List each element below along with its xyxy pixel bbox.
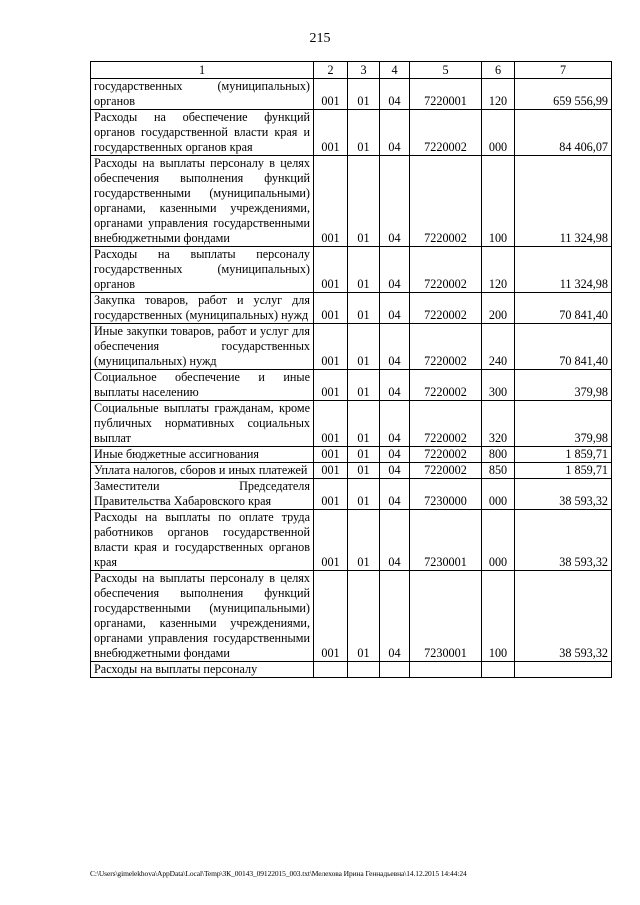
row-name: Расходы на выплаты по оплате труда работников органов государственной власти края и государственных органов края xyxy=(91,510,314,571)
row-expense-type-code xyxy=(482,662,515,678)
row-grbs-code: 001 xyxy=(314,324,348,370)
row-grbs-code: 001 xyxy=(314,479,348,510)
row-expense-type-code: 120 xyxy=(482,79,515,110)
row-subsection-code: 04 xyxy=(380,247,410,293)
row-subsection-code: 04 xyxy=(380,370,410,401)
budget-table xyxy=(90,61,612,678)
row-grbs-code: 001 xyxy=(314,110,348,156)
row-name: Закупка товаров, работ и услуг для государственных (муниципальных) нужд xyxy=(91,293,314,324)
row-subsection-code: 04 xyxy=(380,110,410,156)
row-amount: 1 859,71 xyxy=(515,463,612,479)
row-expense-type-code: 000 xyxy=(482,510,515,571)
row-target-article-code: 7220001 xyxy=(410,79,482,110)
row-name: Социальные выплаты гражданам, кроме публичных нормативных социальных выплат xyxy=(91,401,314,447)
row-target-article-code: 7230001 xyxy=(410,510,482,571)
row-target-article-code: 7220002 xyxy=(410,293,482,324)
column-header: 7 xyxy=(515,62,612,79)
row-grbs-code: 001 xyxy=(314,370,348,401)
row-subsection-code: 04 xyxy=(380,571,410,662)
row-amount: 84 406,07 xyxy=(515,110,612,156)
table-row xyxy=(91,510,612,571)
row-name: Иные бюджетные ассигнования xyxy=(91,447,314,463)
row-subsection-code: 04 xyxy=(380,401,410,447)
row-subsection-code: 04 xyxy=(380,510,410,571)
row-section-code: 01 xyxy=(348,110,380,156)
table-body xyxy=(91,79,612,678)
row-target-article-code: 7220002 xyxy=(410,401,482,447)
row-target-article-code: 7220002 xyxy=(410,370,482,401)
row-target-article-code: 7220002 xyxy=(410,463,482,479)
row-expense-type-code: 200 xyxy=(482,293,515,324)
row-section-code: 01 xyxy=(348,571,380,662)
row-grbs-code xyxy=(314,662,348,678)
row-section-code: 01 xyxy=(348,463,380,479)
row-section-code: 01 xyxy=(348,479,380,510)
row-section-code: 01 xyxy=(348,79,380,110)
table-row xyxy=(91,247,612,293)
table-row xyxy=(91,293,612,324)
table-row xyxy=(91,479,612,510)
row-subsection-code xyxy=(380,662,410,678)
row-expense-type-code: 000 xyxy=(482,110,515,156)
row-target-article-code: 7230001 xyxy=(410,571,482,662)
row-grbs-code: 001 xyxy=(314,510,348,571)
row-amount: 38 593,32 xyxy=(515,479,612,510)
row-name: Расходы на выплаты персоналу xyxy=(91,662,314,678)
row-name: Расходы на выплаты персоналу в целях обеспечения выполнения функций государственными (муниципальными) органами, казенными учреждениями, органами управления государственными внебюджетными фондами xyxy=(91,156,314,247)
row-expense-type-code: 240 xyxy=(482,324,515,370)
row-expense-type-code: 100 xyxy=(482,571,515,662)
row-target-article-code: 7220002 xyxy=(410,447,482,463)
row-subsection-code: 04 xyxy=(380,324,410,370)
row-amount: 659 556,99 xyxy=(515,79,612,110)
row-grbs-code: 001 xyxy=(314,79,348,110)
row-section-code: 01 xyxy=(348,324,380,370)
row-amount: 379,98 xyxy=(515,370,612,401)
row-expense-type-code: 850 xyxy=(482,463,515,479)
row-section-code: 01 xyxy=(348,447,380,463)
row-amount: 70 841,40 xyxy=(515,293,612,324)
row-grbs-code: 001 xyxy=(314,401,348,447)
row-section-code: 01 xyxy=(348,401,380,447)
row-target-article-code: 7230000 xyxy=(410,479,482,510)
row-expense-type-code: 300 xyxy=(482,370,515,401)
row-target-article-code xyxy=(410,662,482,678)
row-subsection-code: 04 xyxy=(380,479,410,510)
column-header: 3 xyxy=(348,62,380,79)
row-subsection-code: 04 xyxy=(380,79,410,110)
row-section-code xyxy=(348,662,380,678)
table-row xyxy=(91,370,612,401)
row-amount: 38 593,32 xyxy=(515,571,612,662)
row-name: государственных (муниципальных) органов xyxy=(91,79,314,110)
row-expense-type-code: 100 xyxy=(482,156,515,247)
row-target-article-code: 7220002 xyxy=(410,110,482,156)
table-row xyxy=(91,447,612,463)
row-expense-type-code: 320 xyxy=(482,401,515,447)
row-subsection-code: 04 xyxy=(380,463,410,479)
table-row xyxy=(91,324,612,370)
column-header: 2 xyxy=(314,62,348,79)
row-section-code: 01 xyxy=(348,370,380,401)
row-target-article-code: 7220002 xyxy=(410,324,482,370)
row-grbs-code: 001 xyxy=(314,293,348,324)
row-name: Расходы на обеспечение функций органов государственной власти края и государственных органов края xyxy=(91,110,314,156)
row-section-code: 01 xyxy=(348,293,380,324)
table-row xyxy=(91,401,612,447)
row-amount: 379,98 xyxy=(515,401,612,447)
row-amount: 38 593,32 xyxy=(515,510,612,571)
column-header: 6 xyxy=(482,62,515,79)
row-expense-type-code: 800 xyxy=(482,447,515,463)
row-target-article-code: 7220002 xyxy=(410,156,482,247)
table-row xyxy=(91,79,612,110)
row-grbs-code: 001 xyxy=(314,447,348,463)
row-amount: 11 324,98 xyxy=(515,247,612,293)
table-row xyxy=(91,110,612,156)
row-name: Расходы на выплаты персоналу государственных (муниципальных) органов xyxy=(91,247,314,293)
row-name: Иные закупки товаров, работ и услуг для обеспечения государственных (муниципальных) нужд xyxy=(91,324,314,370)
row-section-code: 01 xyxy=(348,156,380,247)
row-section-code: 01 xyxy=(348,247,380,293)
column-header: 1 xyxy=(91,62,314,79)
table-row xyxy=(91,571,612,662)
table-row xyxy=(91,662,612,678)
row-amount: 11 324,98 xyxy=(515,156,612,247)
page-number: 215 xyxy=(309,31,331,46)
row-section-code: 01 xyxy=(348,510,380,571)
row-name: Расходы на выплаты персоналу в целях обеспечения выполнения функций государственными (муниципальными) органами, казенными учреждениями, органами управления государственными внебюджетными фондами xyxy=(91,571,314,662)
table-row xyxy=(91,156,612,247)
row-amount: 70 841,40 xyxy=(515,324,612,370)
row-grbs-code: 001 xyxy=(314,156,348,247)
row-name: Заместители Председателя Правительства Хабаровского края xyxy=(91,479,314,510)
row-expense-type-code: 000 xyxy=(482,479,515,510)
row-grbs-code: 001 xyxy=(314,571,348,662)
row-name: Социальное обеспечение и иные выплаты населению xyxy=(91,370,314,401)
file-path-footer: C:\Users\gimelekhova\AppData\Local\Temp\ЗК_00143_09122015_003.txt\Мелехова Ирина Геннадьевна\14.12.2015 14:44:24 xyxy=(90,869,467,878)
row-target-article-code: 7220002 xyxy=(410,247,482,293)
row-expense-type-code: 120 xyxy=(482,247,515,293)
row-subsection-code: 04 xyxy=(380,156,410,247)
row-amount: 1 859,71 xyxy=(515,447,612,463)
column-header: 4 xyxy=(380,62,410,79)
row-subsection-code: 04 xyxy=(380,293,410,324)
row-grbs-code: 001 xyxy=(314,247,348,293)
row-subsection-code: 04 xyxy=(380,447,410,463)
header-row xyxy=(91,62,612,79)
row-grbs-code: 001 xyxy=(314,463,348,479)
column-header: 5 xyxy=(410,62,482,79)
table-row xyxy=(91,463,612,479)
row-amount xyxy=(515,662,612,678)
row-name: Уплата налогов, сборов и иных платежей xyxy=(91,463,314,479)
